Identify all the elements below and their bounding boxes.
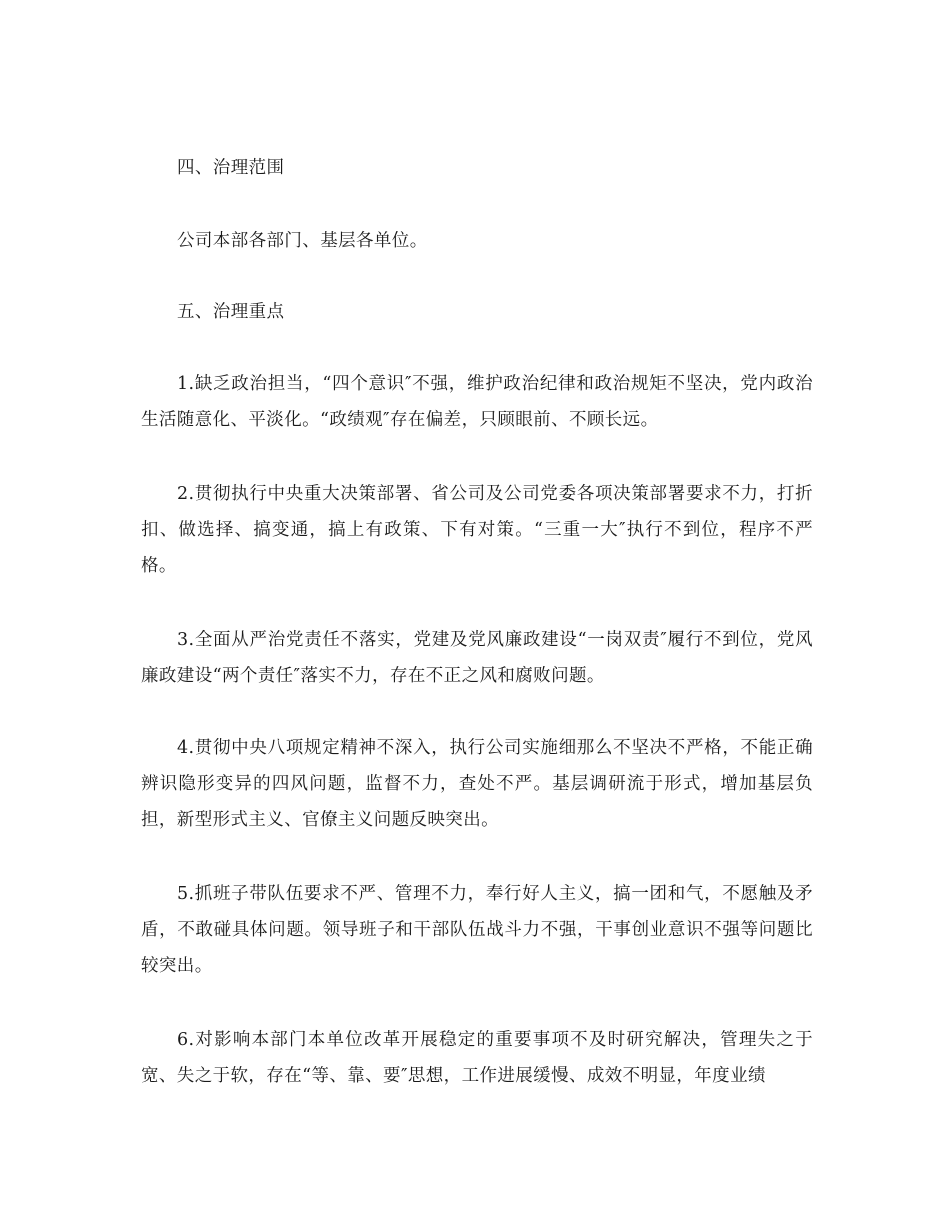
list-item: 2.贯彻执行中央重大决策部署、省公司及公司党委各项决策部署要求不力，打折扣、做选择、搞变通，搞上有政策、下有对策。“三重一大″执行不到位，程序不严格。 bbox=[141, 484, 813, 576]
section4-body: 公司本部各部门、基层各单位。 bbox=[177, 231, 428, 251]
section4-heading: 四、治理范围 bbox=[177, 158, 285, 178]
list-item: 1.缺乏政治担当，“四个意识″不强，维护政治纪律和政治规矩不坚决，党内政治生活随意化、平淡化。“政绩观″存在偏差，只顾眼前、不顾长远。 bbox=[141, 374, 813, 430]
list-item: 6.对影响本部门本单位改革开展稳定的重要事项不及时研究解决，管理失之于宽、失之于软，存在“等、靠、要″思想，工作进展缓慢、成效不明显，年度业绩 bbox=[141, 1030, 813, 1086]
list-item: 5.抓班子带队伍要求不严、管理不力，奉行好人主义，搞一团和气，不愿触及矛盾，不敢碰具体问题。领导班子和干部队伍战斗力不强，干事创业意识不强等问题比较突出。 bbox=[141, 884, 813, 976]
list-item: 3.全面从严治党责任不落实，党建及党风廉政建设“一岗双责″履行不到位，党风廉政建设“两个责任″落实不力，存在不正之风和腐败问题。 bbox=[141, 630, 813, 686]
list-item: 4.贯彻中央八项规定精神不深入，执行公司实施细那么不坚决不严格，不能正确辨识隐形变异的四风问题，监督不力，查处不严。基层调研流于形式，增加基层负担，新型形式主义、官僚主义问题反映突出。 bbox=[141, 738, 813, 830]
section5-heading: 五、治理重点 bbox=[177, 302, 285, 322]
